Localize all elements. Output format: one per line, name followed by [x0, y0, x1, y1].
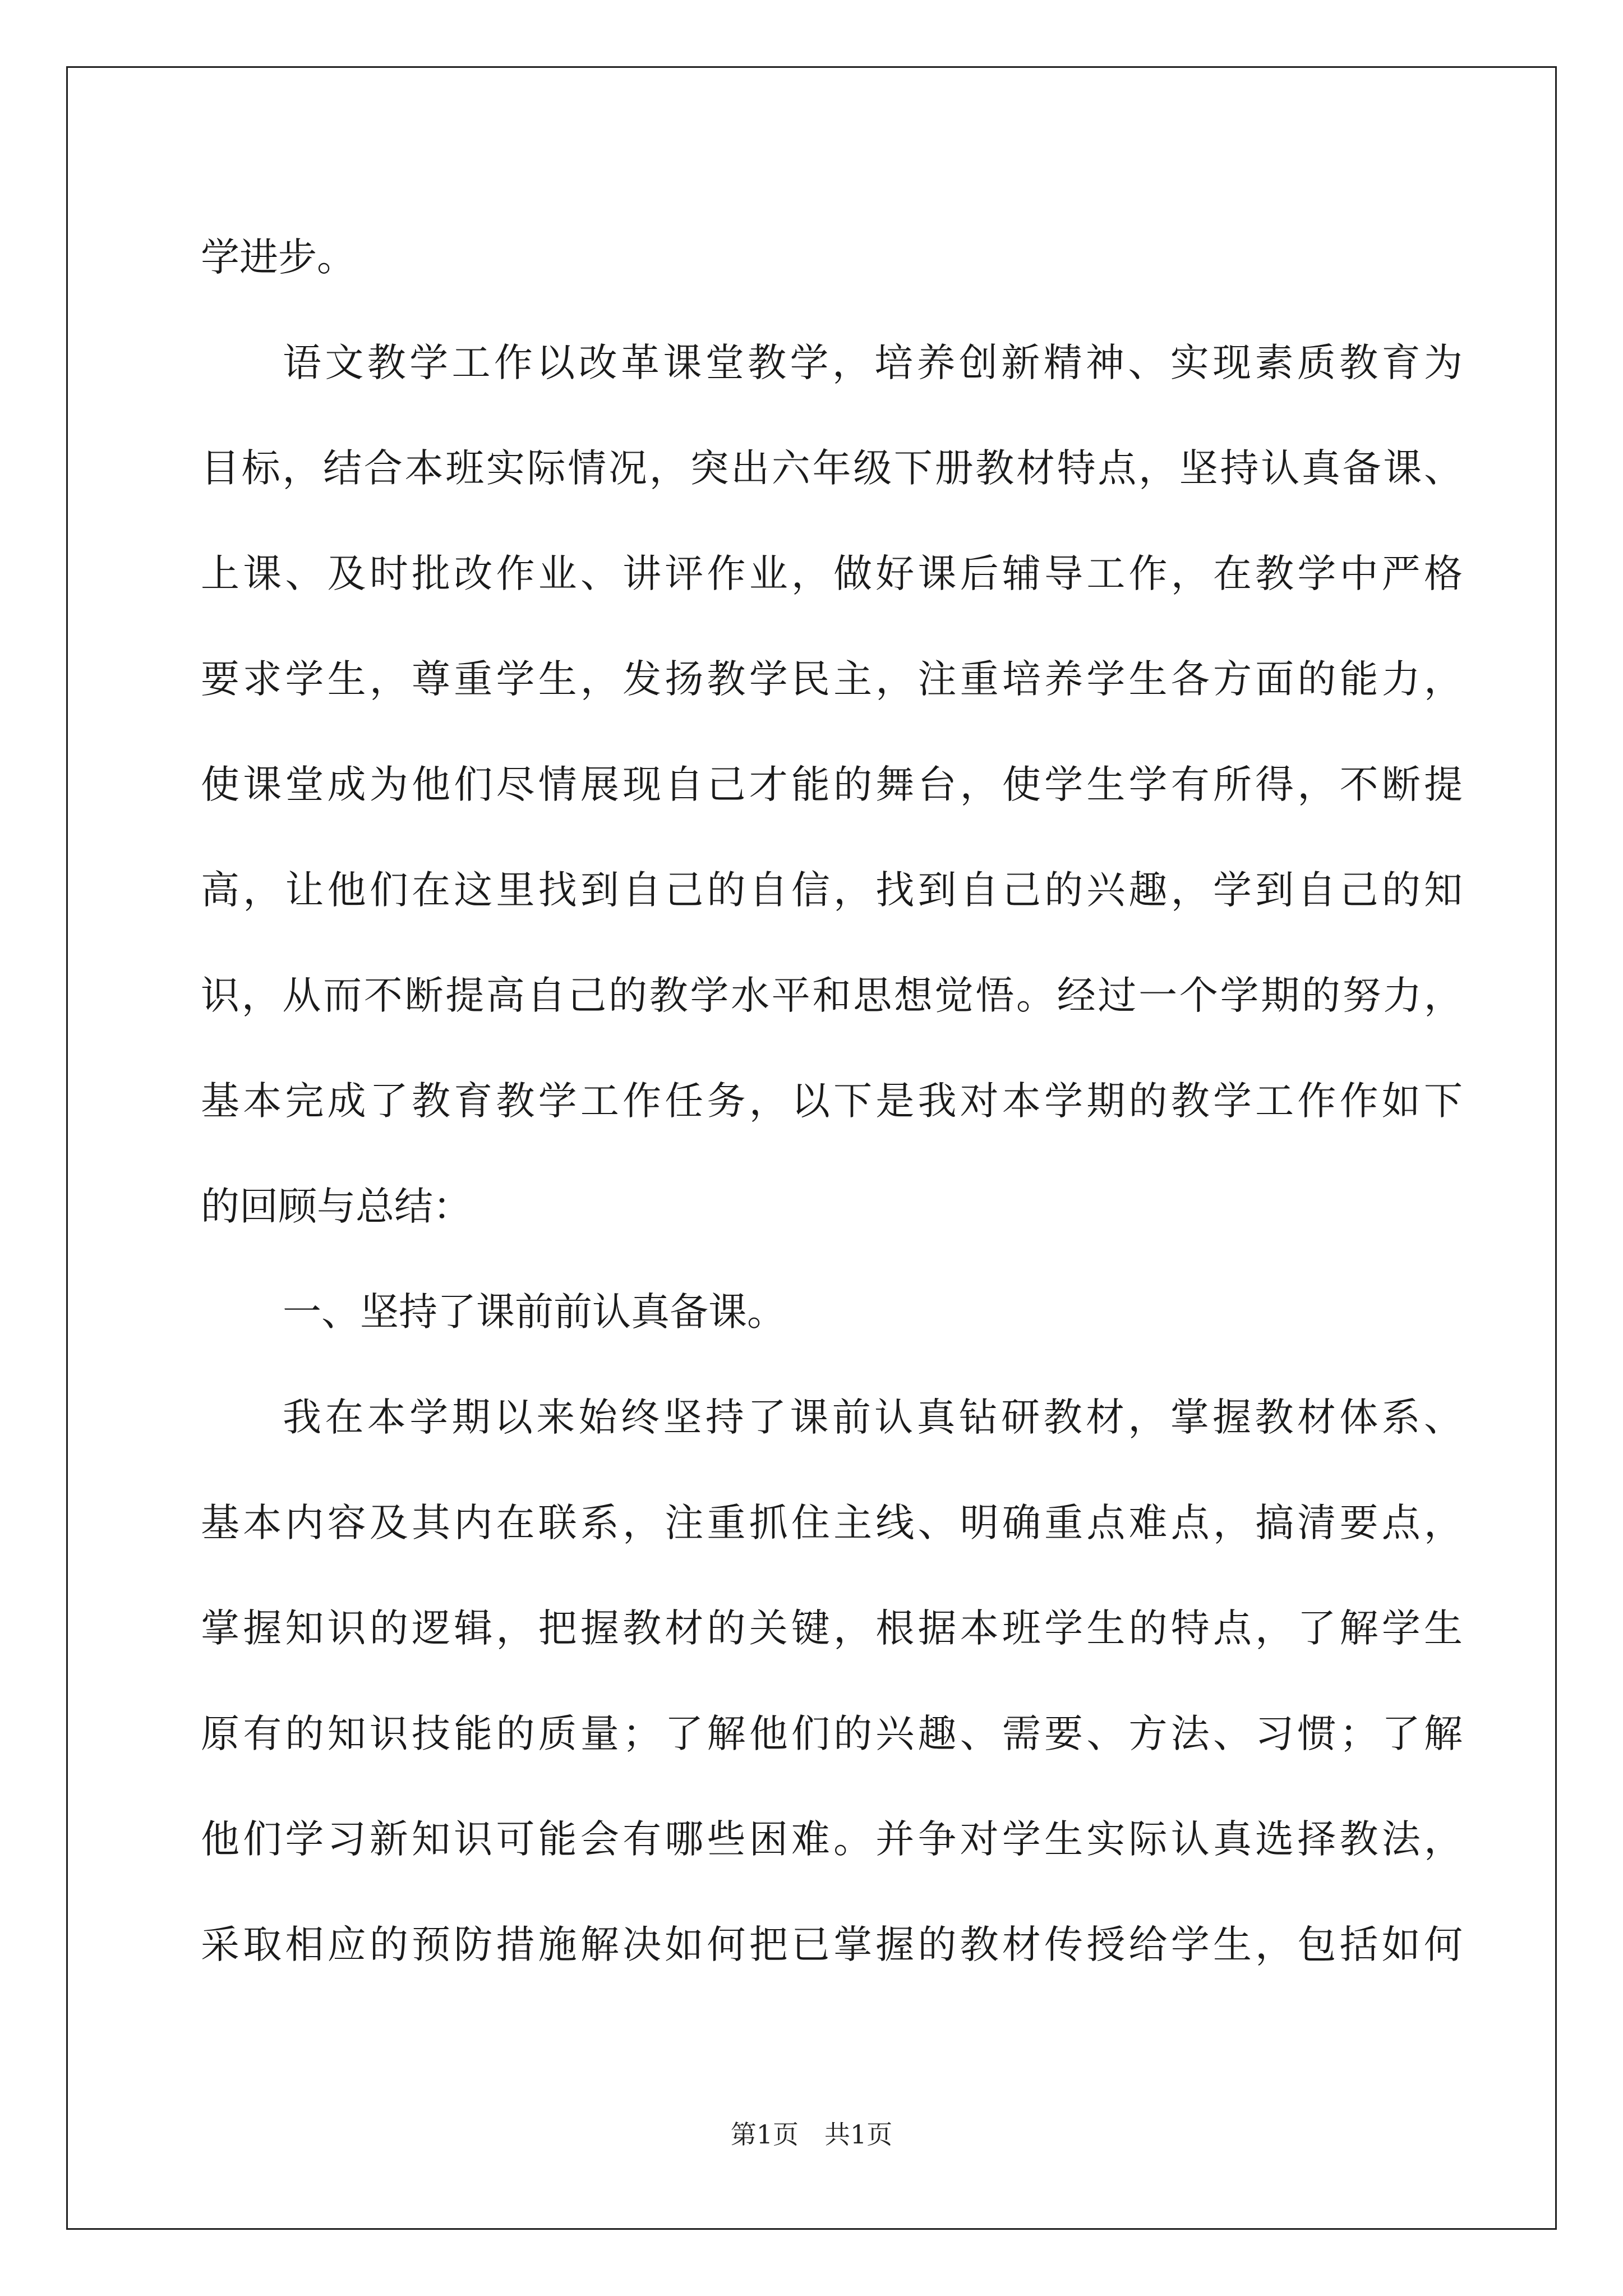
page-total: 共1页: [824, 2119, 893, 2150]
text-line: 基本完成了教育教学工作任务，以下是我对本学期的教学工作作如下: [201, 1079, 1463, 1124]
page-number: 第1页: [730, 2119, 799, 2150]
text-line: 他们学习新知识可能会有哪些困难。并争对学生实际认真选择教法，: [201, 1817, 1463, 1862]
document-body: [201, 205, 1463, 1998]
text-line: 上课、及时批改作业、讲评作业，做好课后辅导工作，在教学中严格: [201, 551, 1463, 596]
text-line: 采取相应的预防措施解决如何把已掌握的教材传授给学生，包括如何: [201, 1922, 1463, 1967]
section-heading: 一、坚持了课前前认真备课。: [283, 1290, 786, 1335]
text-line: 识，从而不断提高自己的教学水平和思想觉悟。经过一个学期的努力，: [201, 973, 1463, 1018]
text-line: 目标，结合本班实际情况，突出六年级下册教材特点，坚持认真备课、: [201, 446, 1463, 491]
text-line: 学进步。: [201, 235, 356, 280]
text-line: 原有的知识技能的质量；了解他们的兴趣、需要、方法、习惯；了解: [201, 1711, 1463, 1756]
text-line: 语文教学工作以改革课堂教学，培养创新精神、实现素质教育为: [283, 341, 1463, 385]
text-line: 高，让他们在这里找到自己的自信，找到自己的兴趣，学到自己的知: [201, 868, 1463, 913]
text-line: 基本内容及其内在联系，注重抓住主线、明确重点难点，搞清要点，: [201, 1501, 1463, 1545]
text-line: 使课堂成为他们尽情展现自己才能的舞台，使学生学有所得，不断提: [201, 762, 1463, 807]
text-line: 要求学生，尊重学生，发扬教学民主，注重培养学生各方面的能力，: [201, 657, 1463, 702]
text-line: 我在本学期以来始终坚持了课前认真钻研教材，掌握教材体系、: [283, 1395, 1463, 1440]
page-footer: [0, 2118, 1623, 2151]
text-line: 掌握知识的逻辑，把握教材的关键，根据本班学生的特点，了解学生: [201, 1606, 1463, 1651]
text-line: 的回顾与总结：: [201, 1184, 472, 1229]
